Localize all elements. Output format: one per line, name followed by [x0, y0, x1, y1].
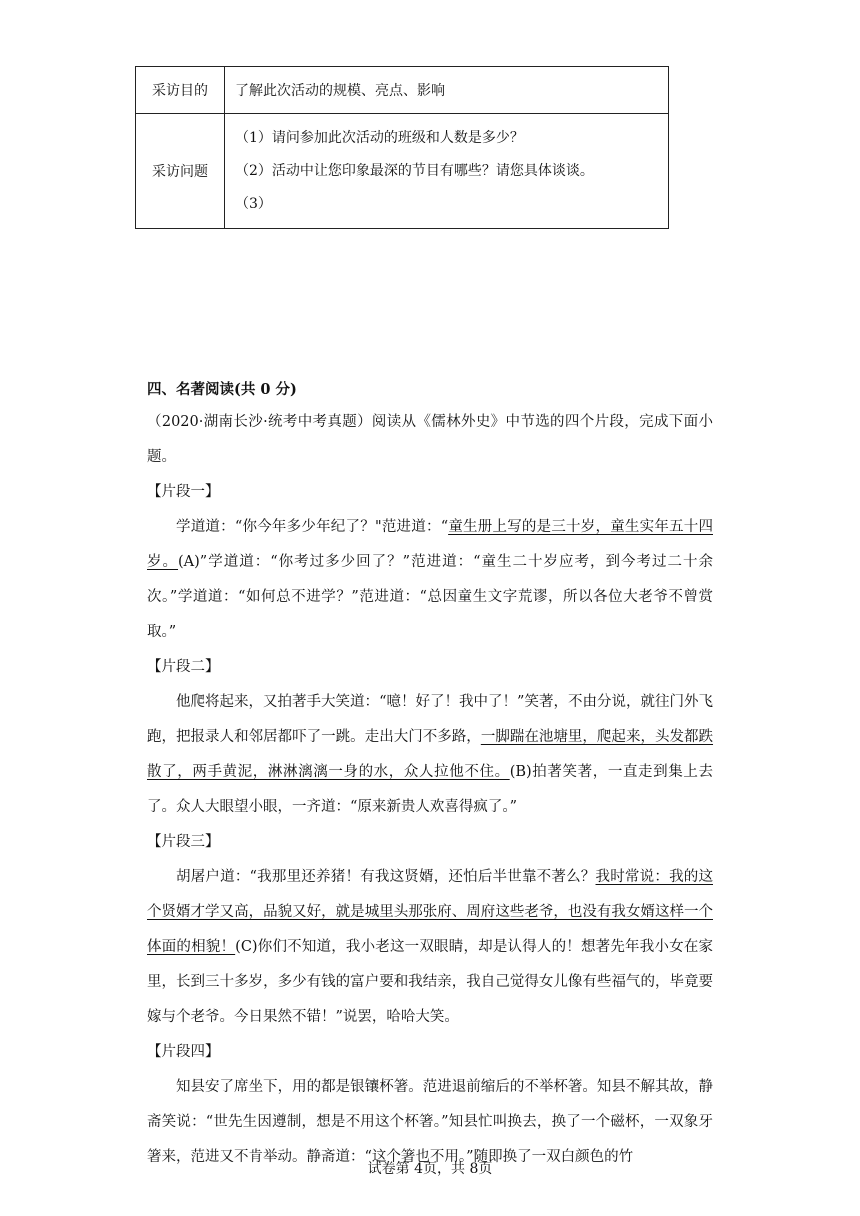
- excerpt-3-tag: 【片段三】: [147, 834, 220, 850]
- section-intro: （2020·湖南长沙·统考中考真题）阅读从《儒林外史》中节选的四个片段，完成下面小题。: [147, 414, 713, 465]
- underlined-sentence-c: 我时常说：我的这个贤婿才学又高，品貌又好，就是城里头那张府、周府这些老爷，也没有我女婿这样一个体面的相貌！: [147, 869, 713, 955]
- reading-passage: [147, 405, 713, 1175]
- interview-table: [135, 66, 669, 229]
- page-footer: 试卷第 4页，共 8页: [367, 1161, 493, 1177]
- excerpt-3-text: 胡屠户道：“我那里还养猪！有我这贤婿，还怕后半世靠不著么？我时常说：我的这个贤婿才学又高，品貌又好，就是城里头那张府、周府这些老爷，也没有我女婿这样一个体面的相貌！(C)你们不知道，我小老这一双眼睛，却是认得人的！想著先年我小女在家里，长到三十多岁，多少有钱的富户要和我结亲，我自己觉得女儿像有些福气的，毕竟要嫁与个老爷。今日果然不错！”说罢，哈哈大笑。: [147, 869, 714, 1025]
- row-content-purpose: 了解此次活动的规模、亮点、影响: [225, 67, 669, 114]
- question-1: （1）请问参加此次活动的班级和人数是多少？: [235, 129, 524, 146]
- question-2: （2）活动中让您印象最深的节目有哪些？请您具体谈谈。: [235, 162, 594, 179]
- table-row: [136, 114, 669, 229]
- excerpt-2-tag: 【片段二】: [147, 659, 220, 675]
- excerpt-4-text: 知县安了席坐下，用的都是银镶杯箸。范进退前缩后的不举杯箸。知县不解其故，静斋笑说：“世先生因遵制，想是不用这个杯箸。”知县忙叫换去，换了一个磁杯，一双象牙箸来，范进又不肯举动。静斋道：“这个箸也不用。”随即换了一双白颜色的竹: [147, 1079, 713, 1165]
- section-title: 四、名著阅读(共 0 分): [147, 381, 297, 398]
- excerpt-1-text: 学道道：“你今年多少年纪了？"范进道：“童生册上写的是三十岁，童生实年五十四岁。(A)”学道道：“你考过多少回了？”范进道：“童生二十岁应考，到今考过二十余次。”学道道：“如何总不进学？”范进道：“总因童生文字荒谬，所以各位大老爷不曾赏取。”: [147, 519, 714, 640]
- excerpt-4-tag: 【片段四】: [147, 1044, 220, 1060]
- row-label-purpose: 采访目的: [136, 67, 225, 114]
- underlined-sentence-b: 一脚踹在池塘里，爬起来，头发都跌散了，两手黄泥，淋淋漓漓一身的水，众人拉他不住。: [147, 729, 714, 780]
- underlined-sentence-a: 童生册上写的是三十岁，童生实年五十四岁。: [147, 519, 713, 570]
- excerpt-1-tag: 【片段一】: [147, 484, 220, 500]
- table-row: [136, 67, 669, 114]
- excerpt-2-text: 他爬将起来，又拍著手大笑道：“噫！好了！我中了！”笑著，不由分说，就往门外飞跑，把报录人和邻居都吓了一跳。走出大门不多路，一脚踹在池塘里，爬起来，头发都跌散了，两手黄泥，淋淋漓漓一身的水，众人拉他不住。(B)拍著笑著，一直走到集上去了。众人大眼望小眼，一齐道：“原来新贵人欢喜得疯了。”: [147, 694, 714, 815]
- row-content-questions: [225, 114, 669, 229]
- row-label-questions: 采访问题: [136, 114, 225, 229]
- question-3: （3）: [235, 195, 272, 212]
